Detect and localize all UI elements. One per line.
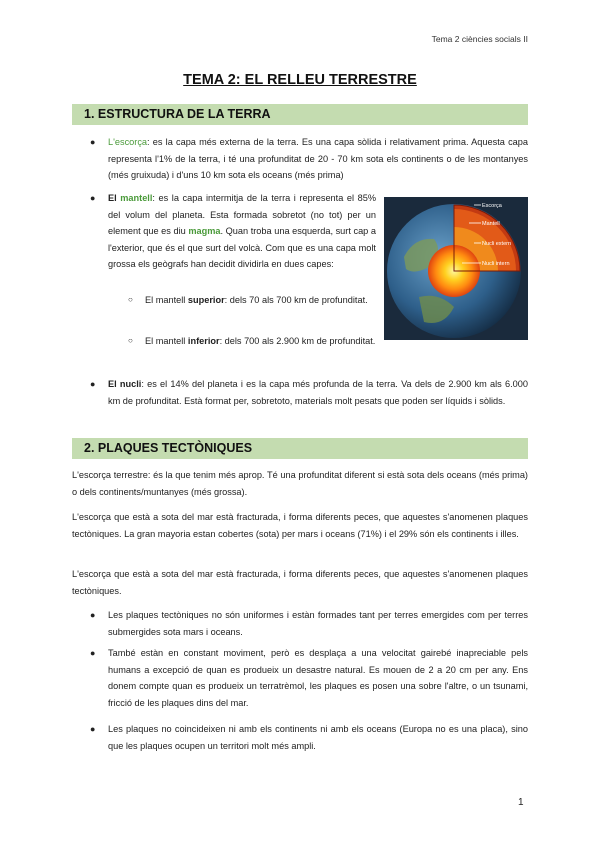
earth-layers-figure	[384, 197, 528, 340]
sub-item-bold: superior	[187, 295, 225, 305]
nucli-text: : es el 14% del planeta i es la capa més profunda de la terra. Va dels de 2.900 km als 6.000 km de profunditat. Està format per, sobretoto, materials molt pesats que poden ser líquids i sòlids.	[108, 379, 528, 406]
plates-bullet-3: Les plaques no coincideixen ni amb els continents ni amb els oceans (Europa no es una placa), sino que les plaques ocupen un territori molt més ampli.	[108, 724, 528, 751]
escorca-paragraph	[108, 134, 528, 184]
document-title: TEMA 2: EL RELLEU TERRESTRE	[183, 72, 417, 88]
mantell-term: mantell	[120, 193, 153, 203]
bullet-dot: ●	[90, 137, 96, 147]
plates-bullet-1: Les plaques tectòniques no són uniformes i estàn formades tant per terres emergides com per terres submergides sota mars i oceans.	[108, 610, 528, 637]
label-mantell: Mantell	[482, 221, 500, 227]
mantell-prefix: El	[108, 193, 121, 203]
mantell-paragraph	[108, 190, 376, 273]
bullet-dot: ●	[90, 610, 96, 620]
earth-cross-section-image	[384, 197, 528, 340]
mantell-inferior-item	[145, 333, 376, 350]
mantell-superior-item	[145, 292, 376, 309]
sub-bullet-circle: ○	[128, 336, 133, 345]
nucli-paragraph	[108, 376, 528, 409]
escorca-text: : es la capa més externa de la terra. Es una capa sòlida i relativament prima. Aquesta capa representa l'1% de la terra, i té una profunditat de 20 - 70 km sota els continents o de les montanyes (més gruixuda) i d'uns 10 km sota els oceans (més prima)	[108, 137, 528, 180]
sub-item-post: : dels 700 als 2.900 km de profunditat.	[219, 336, 376, 346]
bullet-dot: ●	[90, 724, 96, 734]
sub-item-bold: inferior	[187, 336, 220, 346]
bullet-dot: ●	[90, 379, 96, 389]
running-header: Tema 2 ciències socials II	[431, 34, 528, 44]
plates-bullet-2: També estàn en constant moviment, però es desplaça a una velocitat gairebé inapreciable pels humans a excepció de quan es produeix un desastre natural. Es mouen de 2 a 20 cm per any. Ens donem compte quan es produeix un terratrèmol, les plaques es posen una sobre l'altre, o un tsunami, fricció de les plaques dins del mar.	[108, 648, 528, 708]
label-nucli-extern: Nucli extern	[482, 241, 512, 247]
section-heading-plates: 2. PLAQUES TECTÒNIQUES	[72, 438, 528, 459]
page-number: 1	[518, 797, 524, 808]
label-escorca: Escorça	[482, 203, 502, 209]
magma-term: magma	[188, 226, 221, 236]
nucli-term: El nucli	[108, 379, 142, 389]
plates-paragraph-3: L'escorça que està a sota del mar està fracturada, i forma diferents peces, que aquestes s'anomenen plaques tectòniques.	[72, 569, 528, 596]
sub-bullet-circle: ○	[128, 295, 133, 304]
mantell-text-a: : es la capa intermitja de la terra i representa el 85% del volum del planeta. Esta formada sobretot (no tot) per un element que es diu	[108, 193, 376, 236]
bullet-dot: ●	[90, 648, 96, 658]
plates-paragraph-1: L'escorça terrestre: és la que tenim més aprop. Té una profunditat diferent si està sota dels oceans (més prima) o dels continents/muntanyes (més grossa).	[72, 470, 528, 497]
bullet-dot: ●	[90, 193, 96, 203]
sub-item-pre: El mantell	[145, 336, 188, 346]
section-heading-structure: 1. ESTRUCTURA DE LA TERRA	[72, 104, 528, 125]
plates-paragraph-2: L'escorça que està a sota del mar està fracturada, i forma diferents peces, que aquestes s'anomenen plaques tectòniques. La gran mayoria estan cobertes (sota) per mars i oceans (71%) i el 29% són els continents i illes.	[72, 512, 528, 539]
mantell-text-b: . Quan troba una esquerda, surt cap a l'exterior, que és el que surt del volcà. Com que es una capa molt grossa els geògrafs han decidit dividirla en dues capes:	[108, 226, 376, 269]
escorca-term: L'escorça	[108, 137, 148, 147]
sub-item-pre: El mantell	[145, 295, 188, 305]
sub-item-post: : dels 70 als 700 km de profunditat.	[224, 295, 368, 305]
label-nucli-intern: Nucli intern	[482, 261, 510, 267]
